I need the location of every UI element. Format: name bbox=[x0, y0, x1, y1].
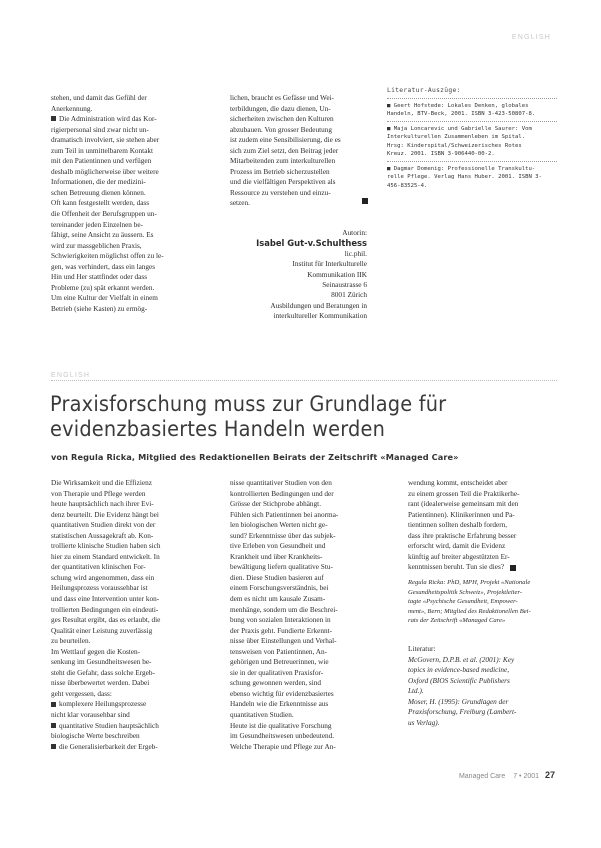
reference-line: us Verlag). bbox=[408, 718, 440, 727]
bullet-line bbox=[51, 742, 205, 753]
text-line: rigierpersonal sind zwar nicht un- bbox=[51, 125, 149, 134]
text-line: und die vielfältigen Perspektiven als bbox=[230, 178, 336, 187]
text-line: Prozess im Betrieb sicherzustellen bbox=[230, 167, 330, 176]
text-line: und dass eine Intervention unter kon- bbox=[51, 595, 160, 604]
lit-line: Kreuz. 2001. ISBN 3-906440-00-2. bbox=[387, 150, 495, 157]
divider bbox=[387, 161, 557, 162]
text-line: nicht klar vorausehbar sind bbox=[51, 711, 130, 720]
text-line: Hin und Her stattfindet oder dass bbox=[51, 273, 148, 282]
text-line: gen, was verhindert, dass ein langes bbox=[51, 262, 156, 271]
bullet-text: Die Administration wird das Kor- bbox=[59, 115, 157, 124]
text-line: nisse überbewertet werden. Dabei bbox=[51, 679, 150, 688]
text-line: denz beurteilt. Die Evidenz hängt bei bbox=[51, 510, 159, 519]
issue-number: 7 • 2001 bbox=[513, 773, 540, 780]
text-line: kontrollierten Bedingungen und der bbox=[230, 489, 334, 498]
bullet-line bbox=[51, 721, 205, 732]
text-line: tientinnen sollten deshalb fordern, bbox=[408, 521, 508, 530]
text-line: ebenso wichtig für evidenzbasiertes bbox=[230, 689, 334, 698]
headline-line: Praxisforschung muss zur Grundlage für bbox=[50, 392, 447, 417]
text-end: kenntnissen beruht. Tun sie dies? bbox=[408, 563, 505, 572]
text-line: mit den Patientinnen und verfügen bbox=[51, 157, 152, 166]
reference-line: Oxford (BIOS Scientific Publishers bbox=[408, 676, 510, 685]
author-detail: interkultureller Kommunikation bbox=[273, 311, 367, 321]
lit-line: 456-83525-4. bbox=[387, 182, 428, 189]
text-line: biologische Werte beschreiben bbox=[51, 732, 140, 741]
text-line: Die Wirksamkeit und die Effizienz bbox=[51, 479, 152, 487]
reference-line: Ltd.). bbox=[408, 687, 424, 696]
author-detail: Ausbildungen und Beratungen in bbox=[270, 300, 367, 310]
text-line: künftig auf breiter abgestützten Er- bbox=[408, 552, 510, 561]
text-line: senkung im Gesundheitswesen be- bbox=[51, 658, 152, 667]
author-block bbox=[240, 228, 367, 322]
author-detail: lic.phil. bbox=[344, 248, 367, 258]
divider bbox=[387, 121, 557, 122]
author-label: Autorin: bbox=[342, 228, 367, 237]
article-column-1 bbox=[51, 478, 205, 752]
references bbox=[408, 644, 558, 728]
text-line bbox=[230, 198, 376, 209]
text-line: ist zudem eine Sensibilisierung, die es bbox=[230, 136, 341, 145]
text-line: Welche Therapie und Pflege zur An- bbox=[230, 742, 336, 751]
text-line: Schwierigkeiten möglichst offen zu le- bbox=[51, 252, 164, 261]
text-line: len biologischen Werten nicht ge- bbox=[230, 521, 328, 530]
text-line: Heute ist die qualitative Forschung bbox=[230, 721, 332, 730]
text-line: sie in der qualitativen Praxisfor- bbox=[230, 668, 324, 677]
author-bio bbox=[408, 578, 558, 626]
bullet-text: komplexere Heilungsprozesse bbox=[59, 700, 147, 709]
text-line: fähigt, seine Ansicht zu äussern. Es bbox=[51, 231, 154, 240]
text-line: heute hauptsächlich nach ihrer Evi- bbox=[51, 500, 154, 509]
reference-line: Moser, H. (1995): Grundlagen der bbox=[408, 697, 509, 706]
headline-line: evidenzbasiertes Handeln werden bbox=[50, 417, 386, 442]
article-headline bbox=[50, 392, 560, 442]
text-line: abzubauen. Von grosser Bedeutung bbox=[230, 125, 333, 134]
author-detail: Seinaustrasse 6 bbox=[322, 280, 367, 290]
text-line: sund? Erkenntnisse über das subjek- bbox=[230, 531, 336, 540]
lit-line: ■ Maja Loncarevic und Gabrielle Saurer: Vom bbox=[387, 126, 532, 132]
author-name: Isabel Gut-v.Schulthess bbox=[256, 238, 367, 249]
text-line: bung von sozialen Interaktionen in bbox=[230, 616, 331, 625]
text-line: Fühlen sich Patientinnen bei anorma- bbox=[230, 510, 339, 519]
lit-line: ■ Geert Hofstede: Lokales Denken, globales bbox=[387, 103, 529, 109]
reference-line: McGovern, D.P.B. et al. (2001): Key bbox=[408, 655, 515, 664]
bullet-square-icon bbox=[51, 723, 56, 728]
text-end: setzen. bbox=[230, 199, 250, 208]
text-line: Im Wettlauf gegen die Kosten- bbox=[51, 647, 141, 656]
text-line: Qualität einer Leistung zuverlässig bbox=[51, 626, 153, 635]
end-mark-icon bbox=[510, 565, 516, 571]
literature-box bbox=[387, 87, 557, 189]
text-line: Anerkennung. bbox=[51, 104, 93, 113]
article-column-3 bbox=[408, 478, 558, 573]
text-line: trollierten Bedingungen ein eindeuti- bbox=[51, 605, 159, 614]
text-line: hier zu einem Standard entwickelt. In bbox=[51, 552, 160, 561]
journal-name: Managed Care bbox=[458, 773, 506, 780]
text-line: lichen, braucht es Gefässe und Wei- bbox=[230, 94, 334, 102]
author-detail: Institut für Interkulturelle bbox=[292, 259, 367, 269]
section-tag: ENGLISH bbox=[51, 372, 94, 379]
section-divider bbox=[51, 380, 557, 381]
text-line: quantitativen Studien. bbox=[230, 711, 294, 720]
literature-item bbox=[387, 102, 557, 119]
lit-line: relle Pflege. Verlag Hans Huber. 2001. ISBN 3- bbox=[387, 174, 542, 181]
lit-line: Handeln, BTV-Beck, 2001. ISBN 3-423-50807-8. bbox=[387, 111, 536, 118]
text-line: steht die Gefahr, dass solche Ergeb- bbox=[51, 668, 155, 677]
text-line: sich zum Ziel setzt, den Beitrag jeder bbox=[230, 146, 339, 155]
text-line: von Therapie und Pflege werden bbox=[51, 489, 146, 498]
text-line: deshalb möglicherweise über weitere bbox=[51, 167, 159, 176]
text-line: tive Erleben von Gesundheit und bbox=[230, 542, 326, 551]
references-label: Literatur: bbox=[408, 645, 436, 653]
text-line: Informationen, die der medizini- bbox=[51, 178, 146, 187]
text-line: dramatisch involviert, sie stehen aber bbox=[51, 136, 160, 145]
text-line: menhänge, sondern um die Beschrei- bbox=[230, 605, 338, 614]
text-line: zum Teil in unmittelbarem Kontakt bbox=[51, 146, 154, 155]
text-line: zu einem grossen Teil die Praktikerhe- bbox=[408, 489, 520, 498]
top-middle-column bbox=[230, 93, 376, 209]
text-line: nisse quantitativer Studien von den bbox=[230, 479, 332, 487]
text-line: erforscht wird, damit die Evidenz bbox=[408, 542, 506, 551]
text-line: statistischen Aussagekraft ab. Kon- bbox=[51, 531, 154, 540]
bio-line: rats der Zeitschrift «Managed Care» bbox=[408, 617, 506, 625]
bio-line: ment», Bern; Mitglied des Redaktionellen Bei- bbox=[408, 607, 531, 615]
author-detail: Kommunikation IIK bbox=[307, 269, 367, 279]
bullet-text: die Generalisierbarkeit der Ergeb- bbox=[59, 742, 158, 751]
text-line: wird zur massgeblichen Praxis, bbox=[51, 241, 142, 250]
page-footer bbox=[459, 770, 555, 780]
text-line: der Praxis geht. Fundierte Erkennt- bbox=[230, 626, 333, 635]
text-line: Betrieb (siehe Kasten) zu ermög- bbox=[51, 304, 148, 313]
text-line: schung wird angenommen, dass ein bbox=[51, 573, 155, 582]
reference-line: Praxisforschung, Freiburg (Lambert- bbox=[408, 708, 517, 717]
author-detail: 8001 Zürich bbox=[331, 290, 367, 300]
text-line: dem es nicht um kausale Zusam- bbox=[230, 595, 326, 604]
text-line: rant (idealerweise gemeinsam mit den bbox=[408, 500, 519, 509]
text-line: Heilungsprozess voraussehbar ist bbox=[51, 584, 148, 593]
text-line: gehörigen und Betreuerinnen, wie bbox=[230, 658, 329, 667]
bio-line: tagte «Psychische Gesundheit, Empower- bbox=[408, 598, 518, 606]
text-line: trollierte klinische Studien haben sich bbox=[51, 542, 161, 551]
text-line bbox=[408, 562, 558, 573]
divider bbox=[387, 98, 557, 99]
bullet-square-icon bbox=[51, 744, 56, 749]
text-line: Grösse der Stichprobe abhängt. bbox=[230, 500, 322, 509]
text-line: Um eine Kultur der Vielfalt in einem bbox=[51, 294, 158, 303]
end-mark-icon bbox=[362, 198, 368, 204]
text-line: terbildungen, die dazu dienen, Un- bbox=[230, 104, 331, 113]
text-line: nisse über Einstellungen und Verhal- bbox=[230, 637, 337, 646]
text-line: Mitarbeitenden zum interkulturellen bbox=[230, 157, 336, 166]
section-tag-top: ENGLISH bbox=[511, 34, 551, 41]
bullet-text: quantitative Studien hauptsächlich bbox=[59, 721, 159, 730]
text-line: Probleme (zu) spät erkannt werden. bbox=[51, 283, 155, 292]
article-byline: von Regula Ricka, Mitglied des Redaktionellen Beirats der Zeitschrift «Managed Care» bbox=[51, 452, 459, 462]
text-line: stehen, und damit das Gefühl der bbox=[51, 94, 147, 102]
text-line: schung gewonnen werden, sind bbox=[230, 679, 322, 688]
text-line: Patientinnen). Klinikerinnen und Pa- bbox=[408, 510, 515, 519]
text-line: einem Forschungsverständnis, bei bbox=[230, 584, 329, 593]
text-line: Oft kann festgestellt werden, dass bbox=[51, 199, 150, 208]
literature-item bbox=[387, 165, 557, 190]
text-line: Ressource zu verstehen und einzu- bbox=[230, 188, 331, 197]
bullet-square-icon bbox=[51, 702, 56, 707]
text-line: ges Resultat ergibt, das es erlaubt, die bbox=[51, 616, 161, 625]
text-line: quantitativen Studien direkt von der bbox=[51, 521, 156, 530]
text-line: bewältigung liefern qualitative Stu- bbox=[230, 563, 333, 572]
text-line: schen Betreuung dienen können. bbox=[51, 188, 146, 197]
reference-line: topics in evidence-based medicine, bbox=[408, 666, 510, 675]
text-line: der quantitativen klinischen For- bbox=[51, 563, 146, 572]
text-line: zu beurteilen. bbox=[51, 637, 91, 646]
bio-line: Regula Ricka: PhD, MPH, Projekt «Nationale bbox=[408, 579, 531, 586]
text-line: sicherheiten zwischen den Kulturen bbox=[230, 115, 334, 124]
text-line bbox=[51, 114, 205, 125]
bullet-line bbox=[51, 699, 205, 710]
text-line: tereinander jeden Einzelnen be- bbox=[51, 220, 143, 229]
text-line: dien. Diese Studien basieren auf bbox=[230, 573, 324, 582]
text-line: wendung kommt, entscheidet aber bbox=[408, 479, 508, 487]
lit-line: Hrsg: Kinderspital/Schweizerisches Rotes bbox=[387, 142, 522, 149]
text-line: Krankheit und über Krankheits- bbox=[230, 552, 323, 561]
bio-line: Gesundheitspolitik Schweiz», Projektleiter- bbox=[408, 588, 523, 596]
text-line: Handeln wie die Erkenntnisse aus bbox=[230, 700, 329, 709]
literature-heading: Literatur-Auszüge: bbox=[387, 87, 461, 94]
lit-line: Interkulturellen Zusammenleben im Spital. bbox=[387, 134, 526, 141]
top-left-column bbox=[51, 93, 205, 314]
text-line: die Offenheit der Berufsgruppen un- bbox=[51, 210, 157, 219]
text-line: dass ihre praktische Erfahrung besser bbox=[408, 531, 517, 540]
bullet-square-icon bbox=[51, 116, 56, 121]
literature-item bbox=[387, 125, 557, 158]
page-number: 27 bbox=[544, 770, 555, 780]
text-line: geht vergessen, dass: bbox=[51, 689, 112, 698]
text-line: tensweisen von Patientinnen, An- bbox=[230, 647, 328, 656]
lit-line: ■ Dagmar Domenig: Professionelle Transkultu- bbox=[387, 166, 536, 172]
article-column-2 bbox=[230, 478, 376, 752]
text-line: im Gesundheitswesen unbedeutend. bbox=[230, 732, 335, 741]
